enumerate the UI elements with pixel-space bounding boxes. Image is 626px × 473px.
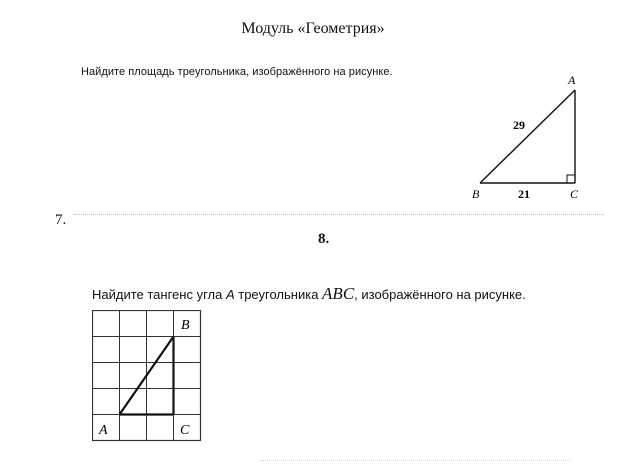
task8-question-part1: Найдите тангенс угла <box>92 287 226 302</box>
task8-question-part2: треугольника <box>234 287 323 302</box>
task7-label-c: C <box>570 187 579 201</box>
task8-label-b: B <box>181 318 190 333</box>
task8-number: 8. <box>318 231 330 247</box>
task7-label-leg: 21 <box>518 187 530 201</box>
task8-question-part3: , изображённого на рисунке. <box>354 287 526 302</box>
task7-question: Найдите площадь треугольника, изображённого на рисунке. <box>81 66 393 78</box>
task7-right-angle-mark <box>567 175 575 183</box>
task8-label-a: A <box>99 423 108 438</box>
task7-triangle-figure <box>460 68 600 208</box>
page-title: Модуль «Геометрия» <box>241 20 385 37</box>
task8-triangle-name: ABC <box>322 284 355 303</box>
task7-label-hypotenuse: 29 <box>513 118 525 132</box>
task8-label-c: C <box>180 423 190 438</box>
scan-smudge <box>260 460 570 461</box>
scan-divider <box>74 214 604 215</box>
task8-angle-letter: A <box>225 287 235 302</box>
task8-question <box>92 284 526 304</box>
task8-grid-figure <box>92 310 204 444</box>
task7-label-a: A <box>568 73 576 87</box>
task7-side-ab <box>480 90 575 183</box>
task7-label-b: B <box>472 187 480 201</box>
task7-number: 7. <box>55 212 67 228</box>
